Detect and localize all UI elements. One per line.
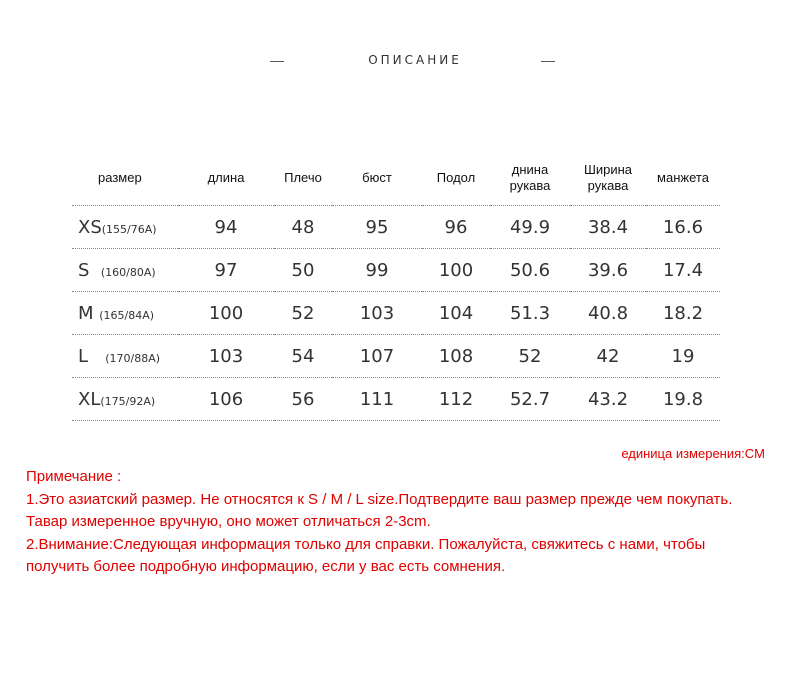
size-label: S (78, 259, 90, 281)
value-cell: 56 (274, 378, 332, 421)
header-shoulder: Плечо (274, 150, 332, 206)
notes-block (26, 466, 786, 579)
size-detail: (170/88A) (105, 351, 161, 365)
value-cell: 16.6 (646, 206, 720, 249)
table-row (72, 249, 720, 292)
size-label: XL (78, 388, 101, 410)
header-length: длина (178, 150, 274, 206)
size-label: XS (78, 216, 102, 238)
table-row (72, 335, 720, 378)
value-cell: 95 (332, 206, 422, 249)
value-cell: 17.4 (646, 249, 720, 292)
value-cell: 107 (332, 335, 422, 378)
size-detail: (165/84A) (99, 308, 155, 322)
value-cell: 18.2 (646, 292, 720, 335)
header-cuff: манжета (646, 150, 720, 206)
value-cell: 39.6 (570, 249, 646, 292)
value-cell: 52.7 (490, 378, 570, 421)
title-text: ОПИСАНИЕ (368, 53, 462, 67)
table-row (72, 206, 720, 249)
value-cell: 50.6 (490, 249, 570, 292)
size-label: L (78, 345, 89, 367)
notes-line-3: 2.Внимание:Следующая информация только для справки. Пожалуйста, свяжитесь с нами, чтобы (26, 535, 706, 553)
value-cell: 100 (422, 249, 490, 292)
value-cell: 52 (274, 292, 332, 335)
header-size: размер (72, 150, 178, 206)
value-cell: 38.4 (570, 206, 646, 249)
size-detail: (175/92A) (100, 394, 156, 408)
size-detail: (155/76A) (101, 222, 157, 236)
value-cell: 96 (422, 206, 490, 249)
value-cell: 19.8 (646, 378, 720, 421)
value-cell: 48 (274, 206, 332, 249)
size-detail: (160/80A) (100, 265, 156, 279)
value-cell: 94 (178, 206, 274, 249)
size-chart-table (72, 150, 720, 421)
size-cell (72, 378, 178, 421)
value-cell: 52 (490, 335, 570, 378)
value-cell: 106 (178, 378, 274, 421)
unit-note: единица измерения:CM (621, 446, 765, 461)
size-cell (72, 335, 178, 378)
value-cell: 50 (274, 249, 332, 292)
notes-line-4: получить более подробную информацию, если у вас есть сомнения. (26, 558, 506, 575)
notes-line-1: 1.Это азиатский размер. Не относятся к S / M / L size.Подтвердите ваш размер прежде чем покупать. (26, 490, 733, 508)
value-cell: 104 (422, 292, 490, 335)
header-sleeve-width: Ширина рукава (570, 150, 646, 206)
value-cell: 97 (178, 249, 274, 292)
value-cell: 100 (178, 292, 274, 335)
value-cell: 51.3 (490, 292, 570, 335)
size-cell (72, 206, 178, 249)
size-cell (72, 249, 178, 292)
value-cell: 103 (332, 292, 422, 335)
notes-line-2: Тавар измеренное вручную, оно может отличаться 2-3cm. (26, 513, 431, 530)
value-cell: 111 (332, 378, 422, 421)
header-sleeve-length: днина рукава (490, 150, 570, 206)
title-dash-right (541, 61, 555, 62)
section-title (0, 50, 790, 74)
size-cell (72, 292, 178, 335)
value-cell: 42 (570, 335, 646, 378)
header-bust: бюст (332, 150, 422, 206)
value-cell: 112 (422, 378, 490, 421)
value-cell: 99 (332, 249, 422, 292)
table-header-row (72, 150, 720, 206)
value-cell: 108 (422, 335, 490, 378)
value-cell: 49.9 (490, 206, 570, 249)
header-hem: Подол (422, 150, 490, 206)
value-cell: 103 (178, 335, 274, 378)
table-row (72, 378, 720, 421)
notes-heading: Примечание : (26, 468, 122, 485)
value-cell: 40.8 (570, 292, 646, 335)
table-row (72, 292, 720, 335)
value-cell: 43.2 (570, 378, 646, 421)
size-label: M (78, 302, 94, 324)
value-cell: 19 (646, 335, 720, 378)
value-cell: 54 (274, 335, 332, 378)
